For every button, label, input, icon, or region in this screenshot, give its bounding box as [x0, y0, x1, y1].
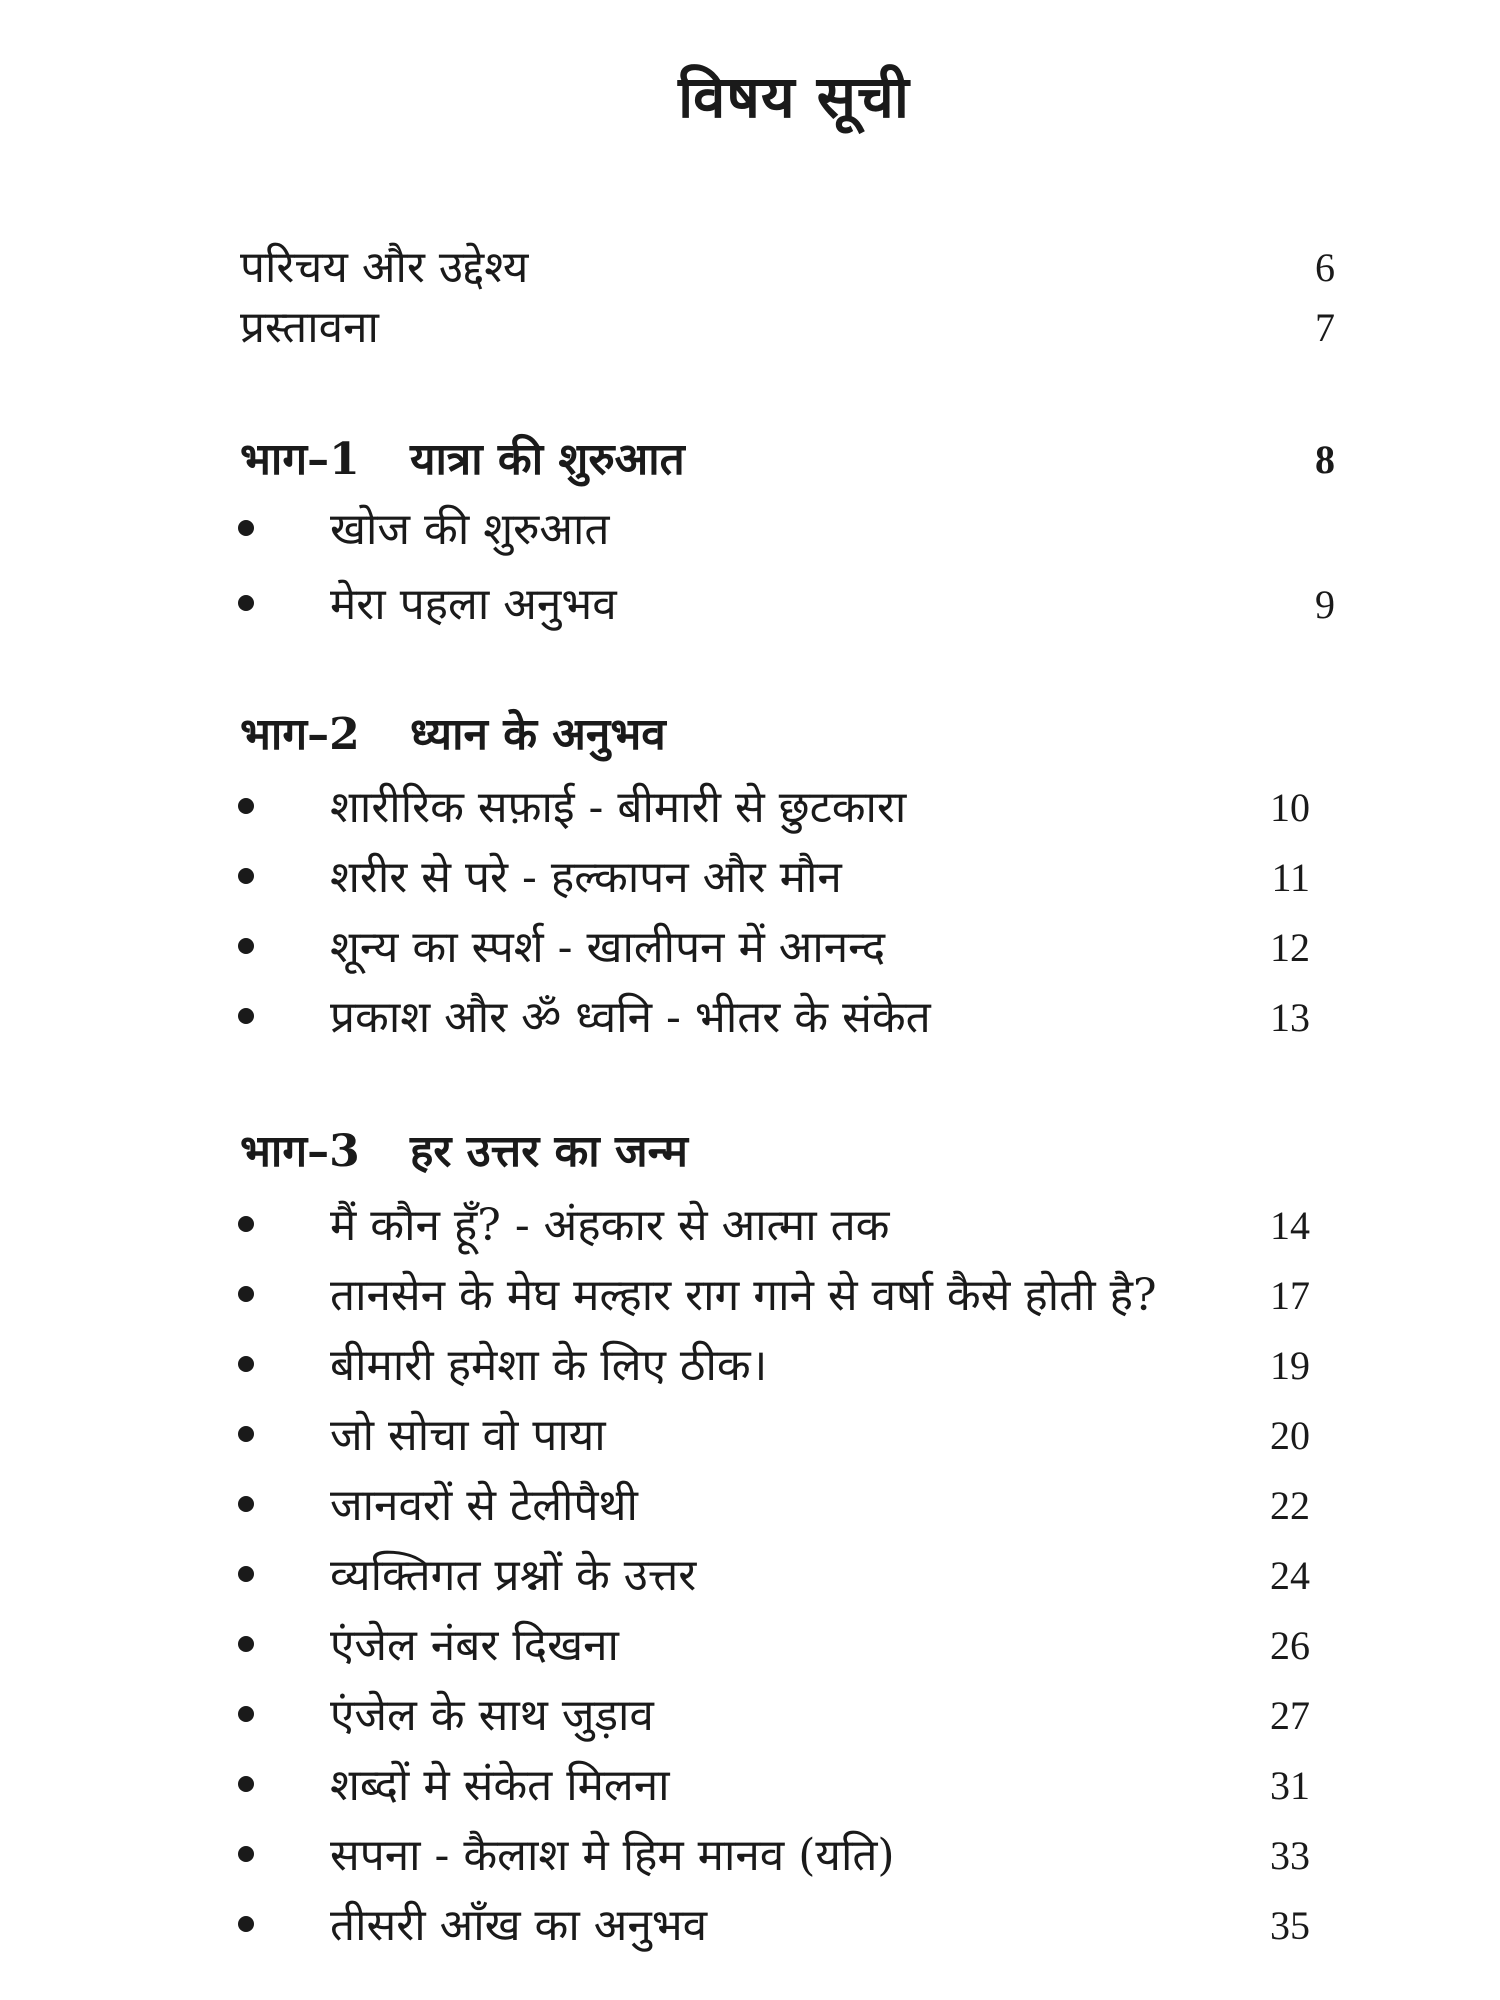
toc-entry-page: 31	[1270, 1763, 1310, 1808]
bullet-icon	[238, 798, 254, 814]
bullet-icon	[238, 1356, 254, 1372]
bullet-icon	[238, 1008, 254, 1024]
toc-entry[interactable]	[0, 298, 1500, 358]
toc-entry-page: 9	[1315, 582, 1335, 627]
toc-entry[interactable]	[0, 575, 1500, 635]
toc-entry-label: मेरा पहला अनुभव	[330, 579, 617, 630]
toc-entry[interactable]	[0, 1546, 1500, 1606]
toc-entry-label: शब्दों मे संकेत मिलना	[330, 1760, 670, 1811]
bullet-icon	[238, 938, 254, 954]
bullet-icon	[238, 595, 254, 611]
toc-entry-label: एंजेल के साथ जुड़ाव	[330, 1690, 654, 1741]
part-title: ध्यान के अनुभव	[410, 709, 666, 760]
toc-entry-label: प्रस्तावना	[240, 302, 379, 353]
toc-entry[interactable]	[0, 1406, 1500, 1466]
toc-entry-page: 22	[1270, 1483, 1310, 1528]
toc-entry[interactable]	[0, 1826, 1500, 1886]
toc-entry[interactable]	[0, 1336, 1500, 1396]
toc-entry[interactable]	[0, 1476, 1500, 1536]
part-heading[interactable]	[0, 705, 1500, 765]
part-number: भाग–2	[240, 709, 360, 760]
toc-entry-label: बीमारी हमेशा के लिए ठीक।	[330, 1340, 768, 1391]
toc-entry[interactable]	[0, 1686, 1500, 1746]
toc-entry-label: सपना - कैलाश मे हिम मानव (यति)	[330, 1830, 895, 1881]
toc-entry-page: 19	[1270, 1343, 1310, 1388]
toc-entry[interactable]	[0, 238, 1500, 298]
part-title: यात्रा की शुरुआत	[410, 434, 685, 485]
toc-entry-page: 13	[1270, 995, 1310, 1040]
toc-entry[interactable]	[0, 1756, 1500, 1816]
bullet-icon	[238, 1706, 254, 1722]
bullet-icon	[238, 1916, 254, 1932]
bullet-icon	[238, 1426, 254, 1442]
toc-entry-page: 14	[1270, 1203, 1310, 1248]
toc-entry-label: मैं कौन हूँ? - अंहकार से आत्मा तक	[330, 1200, 890, 1251]
toc-entry-label: जो सोचा वो पाया	[330, 1410, 606, 1461]
part-number: भाग–3	[240, 1126, 360, 1177]
toc-entry-page: 6	[1315, 245, 1335, 290]
toc-entry-label: तीसरी आँख का अनुभव	[330, 1900, 708, 1951]
toc-entry[interactable]	[0, 848, 1500, 908]
bullet-icon	[238, 1846, 254, 1862]
part-heading[interactable]	[0, 1122, 1500, 1182]
toc-entry-label: व्यक्तिगत प्रश्नों के उत्तर	[330, 1550, 697, 1601]
toc-entry-label: एंजेल नंबर दिखना	[330, 1620, 619, 1671]
toc-entry[interactable]	[0, 1896, 1500, 1956]
toc-entry-label: जानवरों से टेलीपैथी	[330, 1480, 638, 1531]
toc-entry[interactable]	[0, 1616, 1500, 1676]
toc-entry-page: 26	[1270, 1623, 1310, 1668]
bullet-icon	[238, 868, 254, 884]
toc-entry-page: 7	[1315, 305, 1335, 350]
bullet-icon	[238, 520, 254, 536]
toc-entry-page: 11	[1271, 855, 1310, 900]
bullet-icon	[238, 1496, 254, 1512]
toc-entry[interactable]	[0, 918, 1500, 978]
bullet-icon	[238, 1286, 254, 1302]
bullet-icon	[238, 1636, 254, 1652]
part-heading[interactable]	[0, 430, 1500, 490]
toc-entry-label: खोज की शुरुआत	[330, 504, 610, 555]
toc-entry-page: 10	[1270, 785, 1310, 830]
toc-entry-page: 20	[1270, 1413, 1310, 1458]
toc-entry[interactable]	[0, 1196, 1500, 1256]
toc-entry[interactable]	[0, 1266, 1500, 1326]
part-number: भाग–1	[240, 434, 360, 485]
toc-entry[interactable]	[0, 500, 1500, 560]
toc-entry-page: 12	[1270, 925, 1310, 970]
toc-entry-label: प्रकाश और ॐ ध्वनि - भीतर के संकेत	[330, 992, 931, 1043]
toc-entry[interactable]	[0, 988, 1500, 1048]
toc-entry-page: 24	[1270, 1553, 1310, 1598]
toc-entry-page: 27	[1270, 1693, 1310, 1738]
toc-entry-label: तानसेन के मेघ मल्हार राग गाने से वर्षा कैसे होती है?	[330, 1270, 1157, 1321]
toc-entry-page: 33	[1270, 1833, 1310, 1878]
part-page: 8	[1315, 437, 1335, 482]
toc-entry-label: शून्य का स्पर्श - खालीपन में आनन्द	[330, 922, 886, 973]
page-title: विषय सूची	[678, 63, 910, 131]
toc-entry-label: परिचय और उद्देश्य	[240, 242, 529, 293]
toc-entry[interactable]	[0, 778, 1500, 838]
bullet-icon	[238, 1566, 254, 1582]
bullet-icon	[238, 1216, 254, 1232]
bullet-icon	[238, 1776, 254, 1792]
toc-entry-page: 17	[1270, 1273, 1310, 1318]
toc-entry-label: शारीरिक सफ़ाई - बीमारी से छुटकारा	[330, 782, 907, 833]
toc-entry-page: 35	[1270, 1903, 1310, 1948]
part-title: हर उत्तर का जन्म	[410, 1126, 688, 1177]
toc-entry-label: शरीर से परे - हल्कापन और मौन	[330, 852, 842, 903]
